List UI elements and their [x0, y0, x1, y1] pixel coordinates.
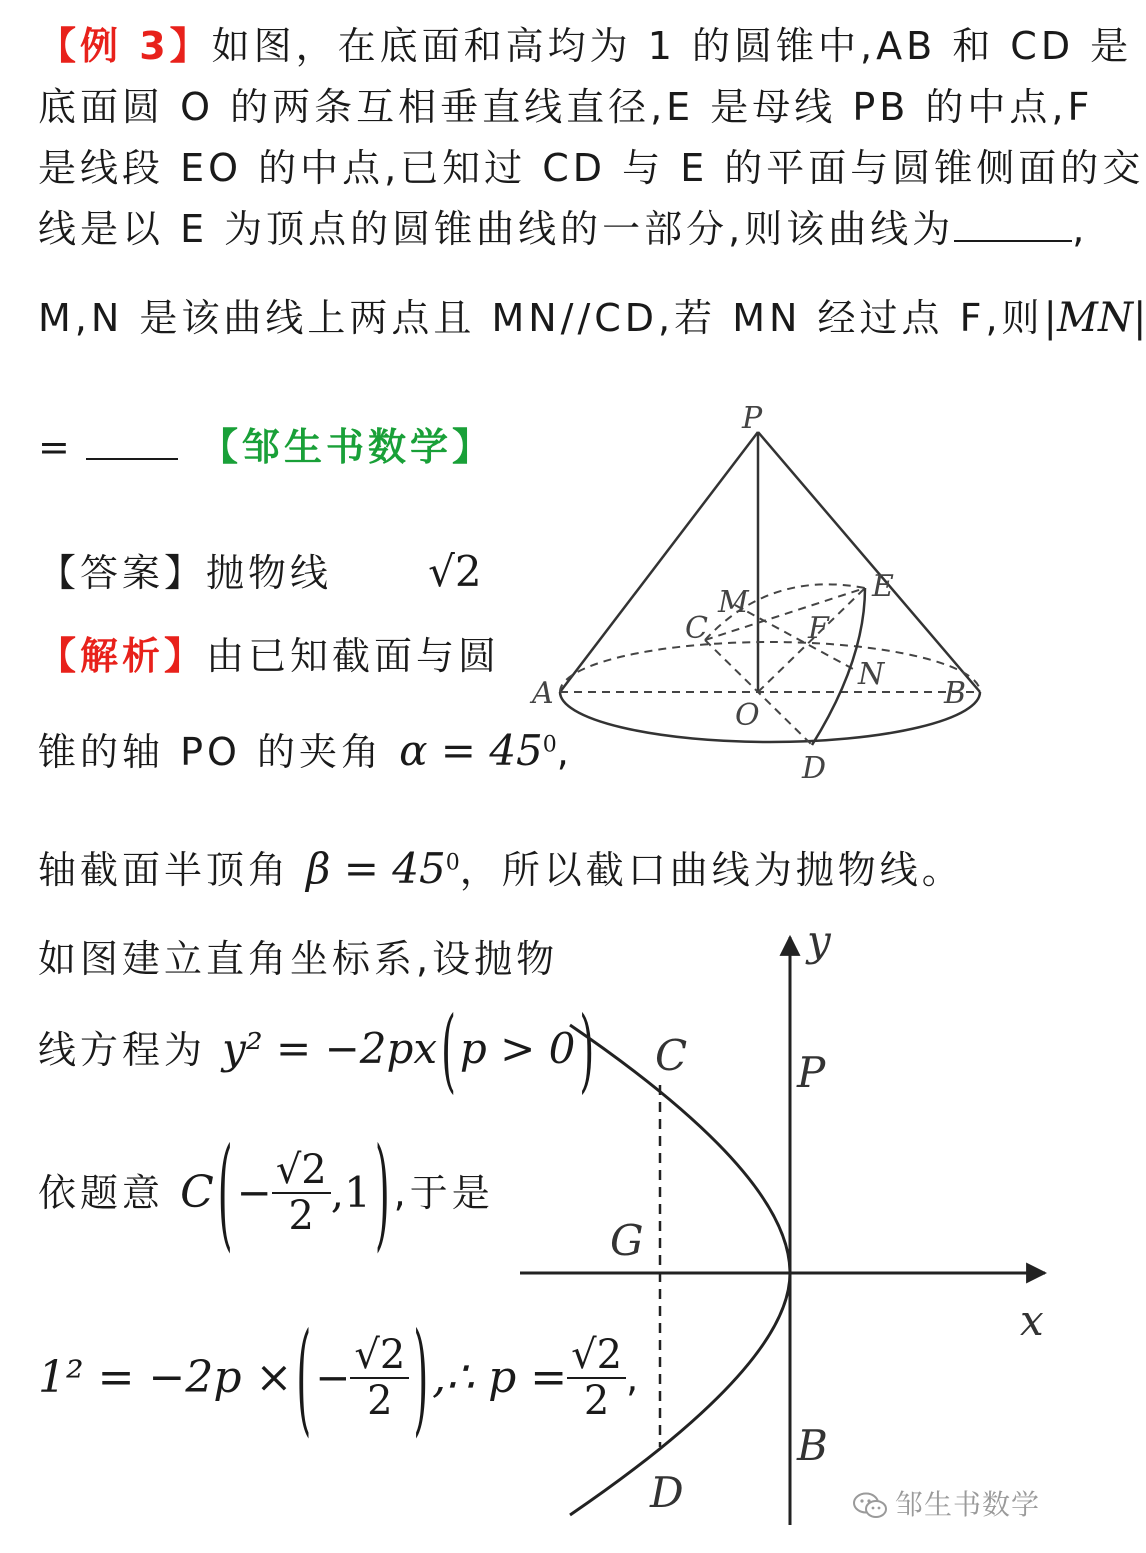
- problem-line-6: [38, 418, 494, 469]
- problem-line-5: [38, 295, 1146, 341]
- c-frac-num: √2: [272, 1150, 331, 1194]
- watermark: [853, 1483, 1040, 1523]
- label-e: E: [872, 569, 894, 604]
- brand-tag: 【邹生书数学】: [199, 425, 494, 469]
- analysis-text-3: 轴截面半顶角: [38, 848, 291, 892]
- analysis-text-5: 线方程为: [38, 1028, 207, 1072]
- label-m: M: [718, 585, 749, 620]
- c-frac-den: 2: [288, 1193, 314, 1239]
- eq7-sign: −: [315, 1353, 351, 1402]
- paren-open: (: [441, 997, 456, 1103]
- label-n: N: [858, 657, 885, 692]
- analysis-line-2: [38, 726, 573, 775]
- answer-tag: 【答案】: [38, 551, 207, 595]
- analysis-line-1: [38, 634, 501, 678]
- eq7-frac-den: 2: [367, 1378, 393, 1424]
- label-b: B: [944, 676, 967, 711]
- wechat-icon: [853, 1492, 889, 1520]
- mn-abs: |MN|: [1043, 295, 1146, 341]
- analysis-tag: 【解析】: [38, 634, 207, 678]
- base-ellipse-back: [560, 642, 980, 692]
- parabola-curve: [570, 1025, 790, 1515]
- answer-blank-2: [86, 418, 178, 460]
- answer-text: 抛物线: [206, 551, 333, 595]
- analysis-line-4: [38, 937, 559, 981]
- label-d: D: [802, 751, 827, 786]
- label-o: O: [735, 698, 760, 733]
- eq7-frac: [350, 1332, 409, 1424]
- label-b: B: [797, 1421, 828, 1470]
- problem-text-4-tail: ,: [1072, 207, 1089, 251]
- analysis-text-4: 如图建立直角坐标系,设抛物: [38, 937, 559, 981]
- paren-open-2: (: [217, 1122, 233, 1264]
- parabola-diagram: [515, 916, 1060, 1535]
- beta-tail: ，所以截口曲线为抛物线。: [459, 848, 964, 892]
- paren-close: ): [579, 997, 595, 1103]
- analysis-text-2: 锥的轴 PO 的夹角: [38, 730, 383, 774]
- label-p: P: [742, 401, 763, 436]
- paren-close-3: ): [413, 1307, 429, 1449]
- label-y: y: [807, 916, 831, 965]
- cone-diagram: [520, 400, 990, 790]
- segment-mn: [735, 605, 855, 670]
- label-a: A: [532, 676, 554, 711]
- point-c: C: [180, 1167, 214, 1218]
- analysis-text-1: 由已知截面与圆: [206, 634, 501, 678]
- eq7-rfrac-num: √2: [567, 1335, 626, 1379]
- problem-text-1: 如图，在底面和高均为 1 的圆锥中,AB 和 CD 是: [211, 24, 1133, 68]
- parabola-eq: y² = −2px: [222, 1024, 438, 1073]
- paren-open-3: (: [296, 1307, 312, 1449]
- label-p: P: [797, 1048, 826, 1097]
- answer-value: √2: [428, 547, 482, 596]
- alpha-tail: ,: [556, 730, 573, 774]
- answer-line: [38, 547, 482, 596]
- p-cond: p > 0: [459, 1024, 576, 1073]
- c-y: ,1: [330, 1168, 371, 1217]
- problem-text-3: 是线段 EO 的中点,已知过 CD 与 E 的平面与圆锥侧面的交: [38, 146, 1145, 190]
- answer-blank-1: [954, 210, 1072, 242]
- base-ellipse-front: [560, 692, 980, 742]
- watermark-text: 邹生书数学: [894, 1488, 1040, 1521]
- problem-line-4: [38, 207, 1089, 251]
- label-c: C: [685, 611, 708, 646]
- eq7-rfrac-den: 2: [583, 1378, 610, 1424]
- eq7-tail: ,: [626, 1356, 643, 1400]
- eq7-mid: ,∴ p =: [432, 1352, 568, 1403]
- edge-pb: [758, 432, 980, 692]
- problem-tag: 【例 3】: [38, 24, 212, 68]
- analysis-line-3: [38, 844, 964, 893]
- paren-close-2: ): [374, 1122, 390, 1264]
- problem-line-2: [38, 85, 1094, 129]
- analysis-text-6: 依题意: [38, 1171, 165, 1215]
- problem-line-3: [38, 146, 1145, 190]
- beta-sup: 0: [445, 850, 460, 876]
- c-sign: −: [236, 1168, 272, 1217]
- problem-text-4: 线是以 E 为顶点的圆锥曲线的一部分,则该曲线为: [38, 207, 955, 251]
- alpha-eq: α = 45: [399, 726, 543, 775]
- eq7-frac-num: √2: [350, 1335, 409, 1379]
- equals-sign: =: [38, 425, 70, 469]
- edge-pa: [560, 432, 758, 692]
- analysis-line-6: [38, 1122, 494, 1264]
- beta-eq: β = 45: [306, 844, 446, 893]
- c-frac: [272, 1147, 331, 1239]
- problem-text-5: M,N 是该曲线上两点且 MN//CD,若 MN 经过点 F,则: [38, 296, 1044, 340]
- label-d: D: [650, 1468, 684, 1517]
- eq7-lhs: 1² = −2p ×: [38, 1352, 293, 1403]
- label-x: x: [1020, 1296, 1044, 1345]
- problem-text-2: 底面圆 O 的两条互相垂直线直径,E 是母线 PB 的中点,F: [38, 85, 1094, 129]
- analysis-text-6-tail: ,于是: [393, 1171, 494, 1215]
- label-f: F: [808, 611, 829, 646]
- problem-line-1: [38, 24, 1133, 68]
- label-c: C: [655, 1031, 688, 1080]
- alpha-sup: 0: [542, 732, 557, 758]
- label-g: G: [610, 1216, 644, 1265]
